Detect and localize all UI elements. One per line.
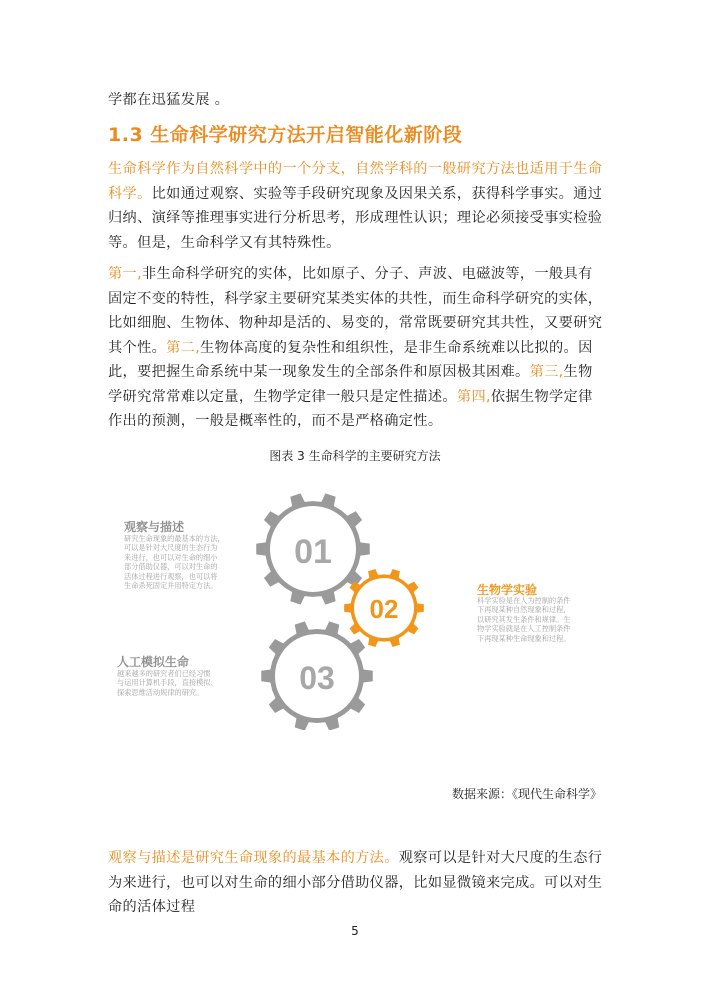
method1-title: 观察与描述 [124, 520, 185, 534]
gear-diagram [0, 470, 710, 730]
method3-description [117, 669, 218, 697]
text-line-top: 学都在迅猛发展 。 [108, 92, 230, 108]
page-number: 5 [351, 924, 359, 938]
point-first-label: 第一, [108, 266, 142, 282]
paragraph-2 [108, 262, 606, 434]
paragraph-3 [108, 846, 606, 920]
para1-text: 比如通过观察、实验等手段研究现象及因果关系，获得科学事实。通过归纳、演绎等推理事实进行分析思考，形成理性认识；理论必须接受事实检验等。但是，生命科学又有其特殊性。 [108, 185, 603, 251]
paragraph-1 [108, 157, 606, 255]
figure-caption: 图表 3 生命科学的主要研究方法 [269, 449, 441, 463]
para1-highlight: 生命科学作为自然科学中的一个分支，自然学科的一般研究方法也适用于生命科学。 [108, 161, 603, 202]
method1-line: 生命杀死固定并用特定方法。 [124, 581, 218, 591]
method2-description [477, 596, 570, 643]
point-third-text: 生物学研究常常难以定量，生物学定律一般只是定性描述。 [108, 364, 593, 405]
gear-01-number: 01 [294, 533, 332, 571]
method1-line: 活体过程进行观察，也可以将 [124, 571, 218, 581]
para3-highlight: 观察与描述是研究生命现象的最基本的方法。 [108, 850, 399, 866]
point-fourth-label: 第四, [456, 388, 491, 405]
method3-title: 人工模拟生命 [117, 655, 190, 669]
point-second-label: 第二, [166, 339, 201, 356]
point-fourth-text: 依据生物学定律作出的预测，一般是概率性的，而不是严格确定性。 [108, 388, 593, 429]
method2-line: 科学实验是在人为控制的条件 [477, 596, 571, 605]
method1-description [124, 534, 225, 590]
method1-line: 部分借助仪器，可以对生命的 [124, 562, 218, 572]
method2-title: 生物学实验 [477, 583, 538, 597]
data-source: 数据来源：《现代生命科学》 [451, 787, 602, 801]
method1-line: 来进行，也可以对生命的细小 [124, 552, 218, 562]
method2-line: 下再现某种生命现象和过程。 [477, 633, 571, 643]
method1-line: 可以是针对大尺度的生态行为 [124, 543, 218, 553]
para3-text: 观察可以是针对大尺度的生态行为来进行，也可以对生命的细小部分借助仪器，比如显微镜来完成。可以对生命的活体过程 [108, 850, 603, 915]
method2-line: 下再现某种自然现象和过程， [477, 605, 571, 615]
gear-03 [261, 621, 373, 730]
method1-line: 研究生命现象的最基本的方法， [124, 534, 225, 543]
point-second-text: 生物体高度的复杂性和组织性，是非生命系统难以比拟的。因此，要把握生命系统中某一现象发生的全部条件和原因极其困难。 [108, 339, 593, 380]
method2-line: 以研究其发生条件和规律。生 [477, 614, 571, 624]
point-first-text: 非生命科学研究的实体，比如原子、分子、声波、电磁波等，一般具有固定不变的特性，科学家主要研究某类实体的共性，而生命科学研究的实体，比如细胞、生物体、物种却是活的、易变的，常常既要研究其共性，又要研究其个性。 [108, 266, 603, 356]
method3-line: 探索思维活动规律的研究。 [117, 687, 204, 697]
method2-line: 物学实验就是在人工控制条件 [477, 624, 571, 634]
section-heading: 1.3 生命科学研究方法开启智能化新阶段 [108, 124, 463, 146]
method3-line: 越来越多的研究者们已经习惯 [117, 669, 211, 678]
point-third-label: 第三, [529, 364, 564, 380]
gear-02-number: 02 [369, 594, 399, 624]
gear-03-number: 03 [299, 660, 335, 696]
method3-line: 与运用计算机手段，直接模拟、 [117, 678, 218, 688]
